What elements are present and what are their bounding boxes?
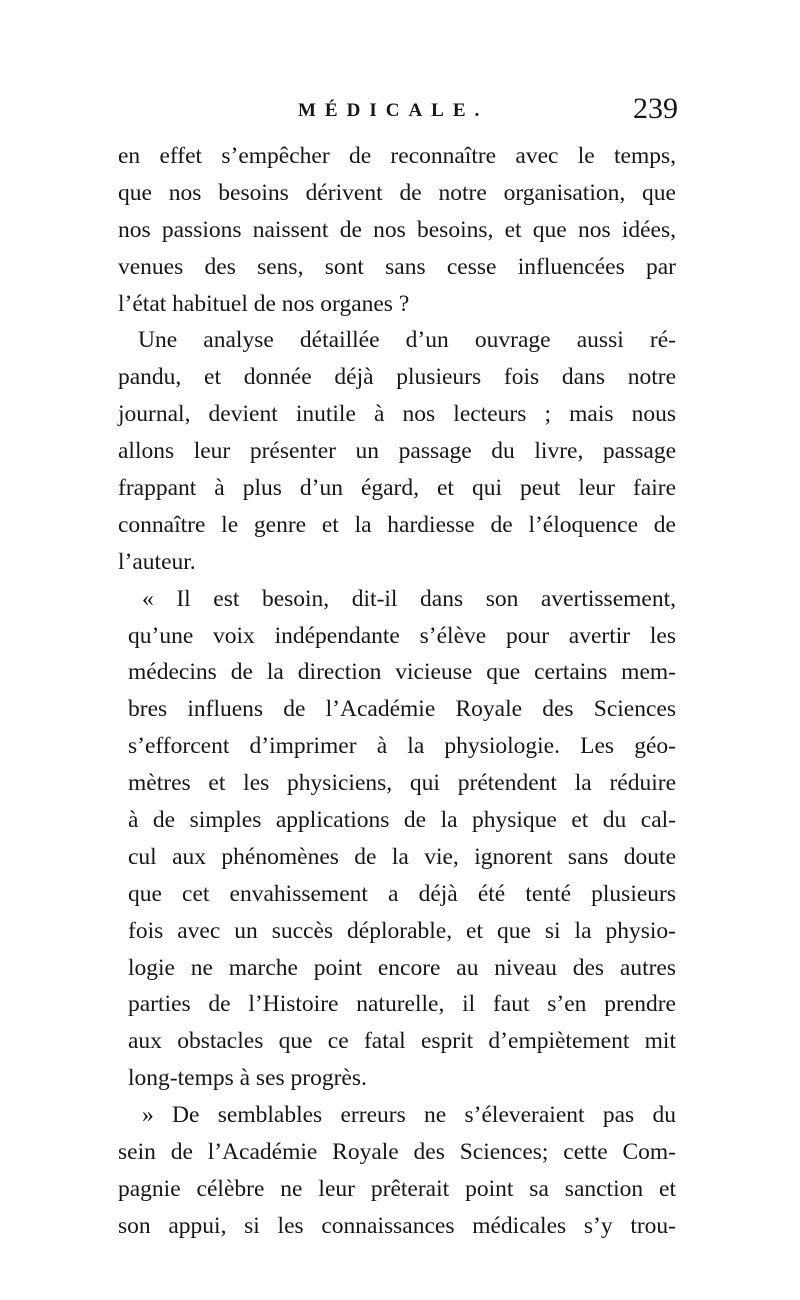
text-line: fois avec un succès déplorable, et que si la physio- <box>128 917 676 944</box>
text-line: l’auteur. <box>118 548 196 575</box>
running-head: MÉDICALE. <box>298 100 489 121</box>
text-line: que cet envahissement a déjà été tenté plusieurs <box>128 880 676 907</box>
text-line: bres influens de l’Académie Royale des Sciences <box>128 696 676 723</box>
text-line: aux obstacles que ce fatal esprit d’empiètement mit <box>128 1028 676 1055</box>
text-line: en effet s’empêcher de reconnaître avec le temps, <box>118 143 676 169</box>
text-line: pagnie célèbre ne leur prêterait point sa sanction et <box>118 1175 676 1202</box>
text-line: sein de l’Académie Royale des Sciences; cette Com- <box>118 1139 676 1166</box>
page-header <box>118 92 678 132</box>
text-line: frappant à plus d’un égard, et qui peut leur faire <box>118 475 676 502</box>
text-line: nos passions naissent de nos besoins, et que nos idées, <box>118 216 676 243</box>
text-line: s’efforcent d’imprimer à la physiologie. Les géo- <box>128 733 676 760</box>
text-line: cul aux phénomènes de la vie, ignorent sans doute <box>128 843 676 870</box>
text-line: » De semblables erreurs ne s’éleveraient pas du <box>142 1102 676 1129</box>
text-line: logie ne marche point encore au niveau des autres <box>128 954 676 981</box>
text-line: long-temps à ses progrès. <box>128 1065 367 1092</box>
page-number: 239 <box>633 92 678 125</box>
text-line: son appui, si les connaissances médicales s’y trou- <box>118 1212 676 1239</box>
text-line: l’état habituel de nos organes ? <box>118 290 410 317</box>
text-line: pandu, et donnée déjà plusieurs fois dans notre <box>118 364 676 391</box>
text-line: médecins de la direction vicieuse que certains mem- <box>128 659 676 686</box>
text-line: mètres et les physiciens, qui prétendent la réduire <box>128 770 676 797</box>
text-line: Une analyse détaillée d’un ouvrage aussi ré- <box>138 327 676 354</box>
text-line: à de simples applications de la physique et du cal- <box>128 807 676 834</box>
text-line: parties de l’Histoire naturelle, il faut s’en prendre <box>128 991 676 1018</box>
text-line: connaître le genre et la hardiesse de l’éloquence de <box>118 511 676 538</box>
text-line: qu’une voix indépendante s’élève pour avertir les <box>128 622 676 649</box>
text-line: journal, devient inutile à nos lecteurs ; mais nous <box>118 401 676 428</box>
text-line: allons leur présenter un passage du livre, passage <box>118 438 676 465</box>
text-line: « Il est besoin, dit-il dans son avertissement, <box>142 585 676 612</box>
text-line: que nos besoins dérivent de notre organisation, que <box>118 179 676 206</box>
text-line: venues des sens, sont sans cesse influencées par <box>118 253 676 280</box>
body-text <box>118 138 676 1245</box>
